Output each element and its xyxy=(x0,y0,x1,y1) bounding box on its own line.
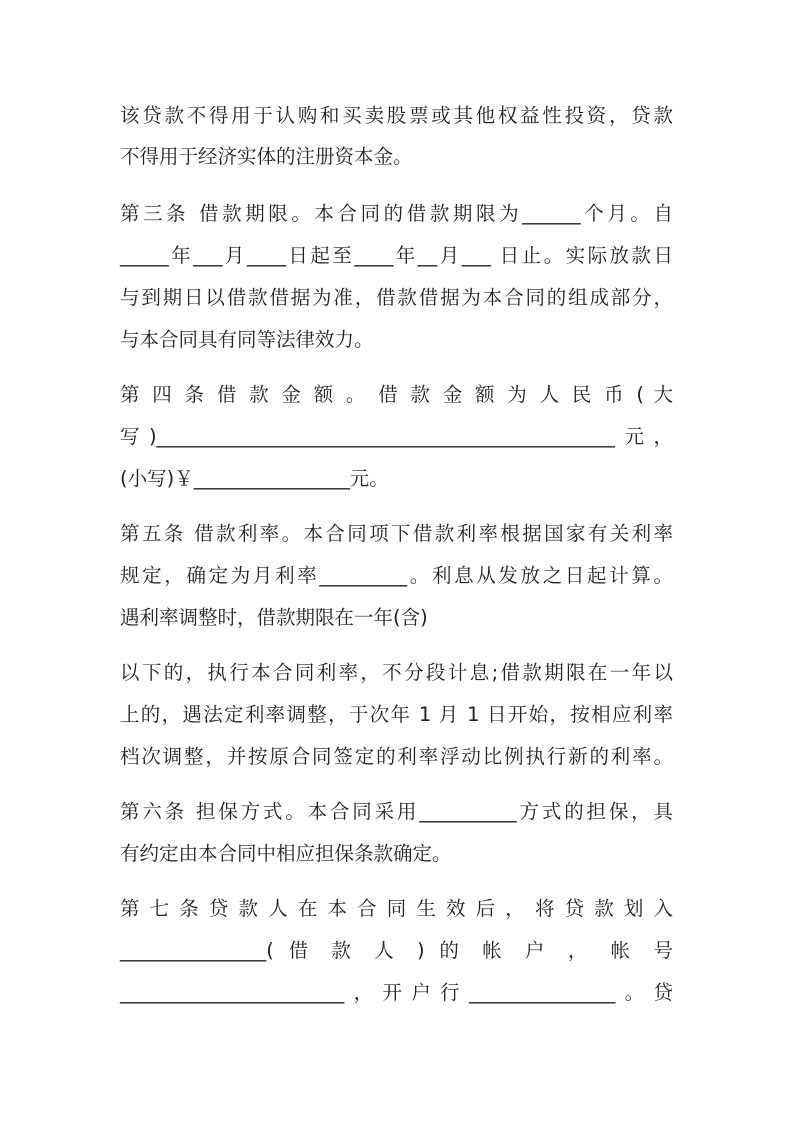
text-line-20: _______________________，开户行_______________。贷 xyxy=(120,981,673,1004)
text-line-1: 该贷款不得用于认购和买卖股票或其他权益性投资，贷款 xyxy=(120,104,673,127)
text-line-4: _____年___月____日起至____年__月___ 日止。实际放款日 xyxy=(120,244,673,267)
text-line-11: 规定，确定为月利率_________。利息从发放之日起计算。 xyxy=(120,564,673,587)
text-line-10: 第五条 借款利率。本合同项下借款利率根据国家有关利率 xyxy=(120,522,673,545)
text-line-14: 上的，遇法定利率调整，于次年 1 月 1 日开始，按相应利率 xyxy=(120,703,673,726)
text-line-3: 第三条 借款期限。本合同的借款期限为______个月。自 xyxy=(120,202,673,225)
text-line-8: 写)_______________________________________________元， xyxy=(120,425,673,448)
text-line-12: 遇利率调整时，借款期限在一年(含) xyxy=(120,606,428,629)
text-line-7: 第 四 条 借 款 金 额 。 借 款 金 额 为 人 民 币 ( 大 xyxy=(120,383,673,406)
text-line-6: 与本合同具有同等法律效力。 xyxy=(120,328,374,351)
text-line-2: 不得用于经济实体的注册资本金。 xyxy=(120,145,413,168)
text-line-5: 与到期日以借款借据为准，借款借据为本合同的组成部分， xyxy=(120,286,673,309)
text-line-15: 档次调整，并按原合同签定的利率浮动比例执行新的利率。 xyxy=(120,745,673,768)
text-line-17: 有约定由本合同中相应担保条款确定。 xyxy=(120,842,452,865)
text-line-13: 以下的，执行本合同利率，不分段计息;借款期限在一年以 xyxy=(120,661,673,684)
text-line-16: 第六条 担保方式。本合同采用__________方式的担保，具 xyxy=(120,800,673,823)
text-line-18: 第 七 条 贷 款 人 在 本 合 同 生 效 后 ， 将 贷 款 划 入 xyxy=(120,897,673,920)
text-line-19: _______________( 借 款 人 ) 的 帐 户 ， 帐 号 xyxy=(120,939,673,962)
text-line-9: (小写)￥________________元。 xyxy=(120,467,389,490)
